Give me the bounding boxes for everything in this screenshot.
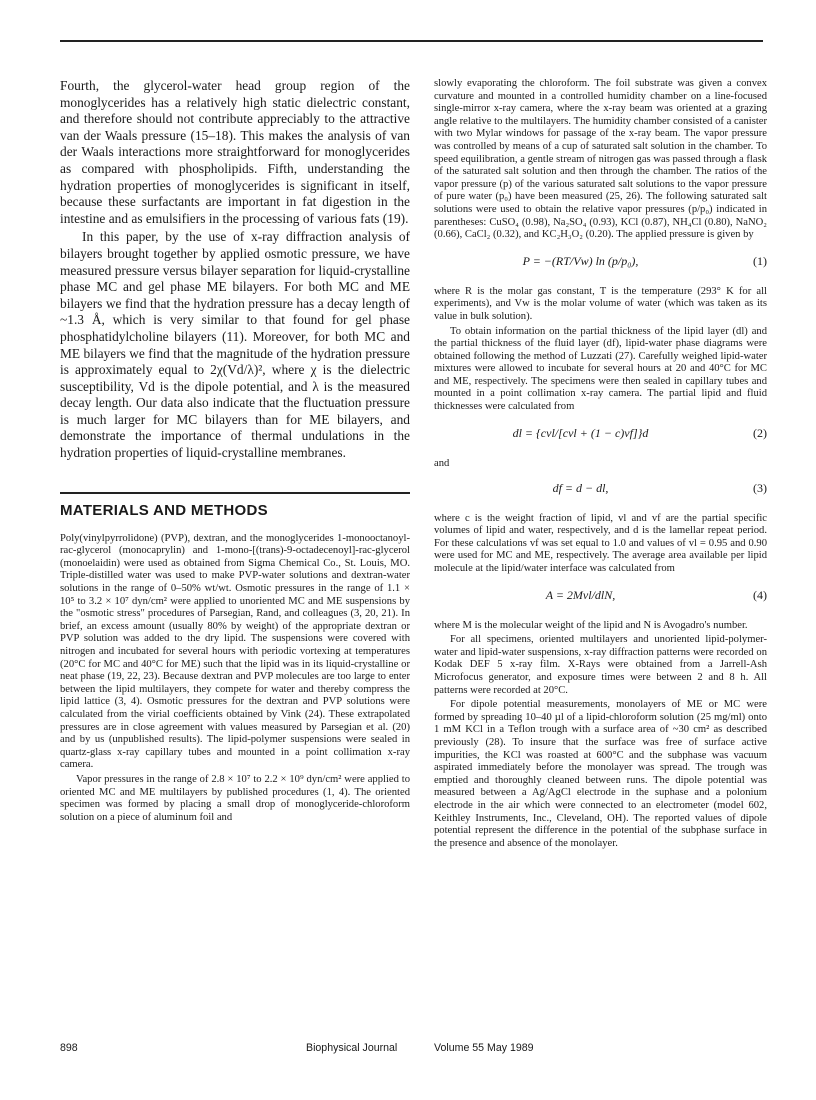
methods-paragraph-1: Poly(vinylpyrrolidone) (PVP), dextran, and the monoglycerides 1-monooctanoyl-rac-glycerol (monocaprylin) and 1-mono-[(trans)-9-octadecenoyl]-rac-glycerol (monoelaidin) were used as obtained from Sigma Chemical Co., St. Louis, MO. Triple-distilled water was used to make PVP-water solutions and dextran-water solutions in the range of 0–50% wt/wt. Osmotic pressures in the range of 1.1 × 10⁵ to 3.2 × 10⁷ dyn/cm² were applied to unoriented MC and ME suspensions by the "osmotic stress" procedures of Parsegian, Rand, and colleagues (3, 20, 21). In brief, an excess amount (usually 80% by weight) of the appropriate dextran or PVP solution was added to the dry lipid. The suspensions were covered with nitrogen and incubated for several hours with periodic vortexing at temperatures (20°C for MC and 40°C for ME) such that the lipid was in its liquid-crystalline or neat phase (19, 22, 23). Because dextran and PVP molecules are too large to enter between the lipid multilayers, they compete for water and thereby compress the lipid lattice (3, 4). Osmotic pressures for the dextran and PVP solutions were calculated from the virial coefficients obtained by Vink (24). These extrapolated pressures are in close agreement with values measured by Parsegian et al. (20) and by us (unpublished results). The lipid-polymer suspensions were sealed in quartz-glass x-ray capillary tubes and mounted in a point collimation x-ray camera.	[60, 532, 410, 771]
section-heading: MATERIALS AND METHODS	[60, 501, 268, 519]
equation-2-number: (2)	[753, 425, 767, 440]
equation-2	[434, 426, 767, 448]
and-connector: and	[434, 457, 450, 469]
methods-paragraph-2: Vapor pressures in the range of 2.8 × 10⁷ to 2.2 × 10⁹ dyn/cm² were applied to oriented MC and ME multilayers by published procedures (1, 4). The oriented specimen was formed by placing a small drop of monoglyceride-chloroform solution on a piece of aluminum foil and	[60, 773, 410, 823]
methods-paragraph-8: For all specimens, oriented multilayers and unoriented lipid-polymer-water and lipid-water suspensions, x-ray diffraction patterns were recorded on Kodak DEF 5 x-ray film. X-Rays were obtained from a Jarrell-Ash Microfocus generator, and exposure times were between 2 and 8 h. All patterns were recorded at 20°C.	[434, 634, 767, 696]
methods-paragraph-3: slowly evaporating the chloroform. The foil substrate was given a convex curvature and mounted in a controlled humidity chamber on a line-focused single-mirror x-ray camera, where the x-ray beam was oriented at a grazing angle relative to the multilayers. The humidity chamber consisted of a canister with two Mylar windows for passage of the x-ray beam. The vapor pressure was controlled by means of a cup of saturated salt solution in the chamber. To speed equilibration, a gentle stream of nitrogen gas was passed through a flask of the saturated salt solution and then through the chamber. The ratios of the vapor pressure (p) of the various saturated salt solutions to the vapor pressure of pure water (p₀) have been measured (25, 26). The following saturated salt solutions were used to obtain the relative vapor pressures (p/p₀) indicated in parentheses: CuSO₄ (0.98), Na₂SO₄ (0.93), KCl (0.87), NH₄Cl (0.80), NaNO₂ (0.66), CaCl₂ (0.32), and KC₂H₃O₂ (0.20). The applied pressure is given by	[434, 78, 767, 241]
methods-paragraph-6: where c is the weight fraction of lipid, vl and vf are the partial specific volumes of lipid and water, respectively, and d is the lamellar repeat period. For these calculations vf was set equal to 1.0 and values of vl = 0.95 and 0.90 were used for MC and ME, respectively. The average area available per lipid molecule at the lipid/water interface was calculated from	[434, 512, 767, 575]
equation-4	[434, 588, 767, 610]
equation-1-body: P = −(RT/Vw) ln (p/p₀),	[522, 253, 639, 268]
equation-4-number: (4)	[753, 587, 767, 602]
page-number: 898	[60, 1042, 78, 1054]
equation-3-number: (3)	[753, 480, 767, 495]
equation-2-body: dl = {cvl/[cvl + (1 − c)vf]}d	[512, 425, 649, 440]
right-column	[434, 78, 767, 850]
equation-3-body: df = d − dl,	[552, 480, 609, 495]
journal-name: Biophysical Journal	[306, 1042, 398, 1054]
intro-paragraph-2: In this paper, by the use of x-ray diffraction analysis of bilayers brought together by applied osmotic pressure, we have measured pressure versus bilayer separation for liquid-crystalline phase MC and gel phase ME bilayers. For both MC and ME bilayers we find that the hydration pressure has a decay length of ~1.3 Å, which is very similar to that found for gel phase phosphatidylcholine bilayers (11). Moreover, for both MC and ME bilayers we find that the magnitude of the hydration pressure is approximately equal to 2χ(Vd/λ)², where χ is the dielectric susceptibility, Vd is the dipole potential, and λ is the measured decay length. Our data also indicate that the fluctuation pressure is much larger for MC bilayers than for ME bilayers, and demonstrate the importance of thermal undulations in the hydration properties of liquid-crystalline membranes.	[60, 229, 410, 461]
top-rule	[60, 40, 763, 42]
section-rule	[60, 492, 410, 494]
methods-paragraph-7: where M is the molecular weight of the lipid and N is Avogadro's number.	[434, 619, 748, 631]
equation-4-body: A = 2Mvl/dlN,	[545, 587, 616, 602]
methods-paragraph-9: For dipole potential measurements, monolayers of ME or MC were formed by spreading 10–40 µl of a lipid-chloroform solution (25 mg/ml) onto 1 mM KCl in a Teflon trough with a surface area of ~30 cm² as described previously (28). To insure that the surface was free of surface active impurities, the KCl was roasted at 600°C and the subphase was vacuum aspirated immediately before the monolayer was spread. The trough was emptied and thoroughly cleaned between runs. The dipole potential was measured between a Ag/AgCl electrode in the suphase and a polonium electrode in the air which were connected to an electrometer (model 602, Keithley Instruments, Inc., Cleveland, OH). The reported values of dipole potential represent the difference in the potential of the subphase surface in the presence and absence of the monolayer.	[434, 699, 767, 849]
equation-1-number: (1)	[753, 253, 767, 268]
equation-3	[434, 481, 767, 503]
equation-1	[434, 254, 767, 276]
intro-paragraph-1: Fourth, the glycerol-water head group region of the monoglycerides has a relatively high static dielectric constant, and therefore should not contribute appreciably to the attractive van der Waals pressure (15–18). This makes the analysis of van der Waals interactions more straightforward for monoglycerides as compared with phospholipids. Fifth, understanding the hydration properties of monoglycerides is significant in itself, because these surfactants are important in fat digestion in the intestine and as emulsifiers in the processing of various fats (19).	[60, 78, 410, 226]
left-column	[60, 78, 410, 824]
methods-paragraph-5: To obtain information on the partial thickness of the lipid layer (dl) and the partial thickness of the fluid layer (df), lipid-water phase diagrams were obtained following the method of Luzzati (27). Carefully weighed lipid-water mixtures were allowed to incubate for several hours at 20 and 40°C for MC and ME, respectively. The specimens were then sealed in capillary tubes and mounted in a point collimation x-ray camera. The partial lipid and fluid thicknesses were calculated from	[434, 325, 767, 413]
methods-paragraph-4: where R is the molar gas constant, T is the temperature (293° K for all experiments), and Vw is the molar volume of water (which was taken as its value in bulk solution).	[434, 285, 767, 322]
volume-date: Volume 55 May 1989	[434, 1042, 534, 1054]
